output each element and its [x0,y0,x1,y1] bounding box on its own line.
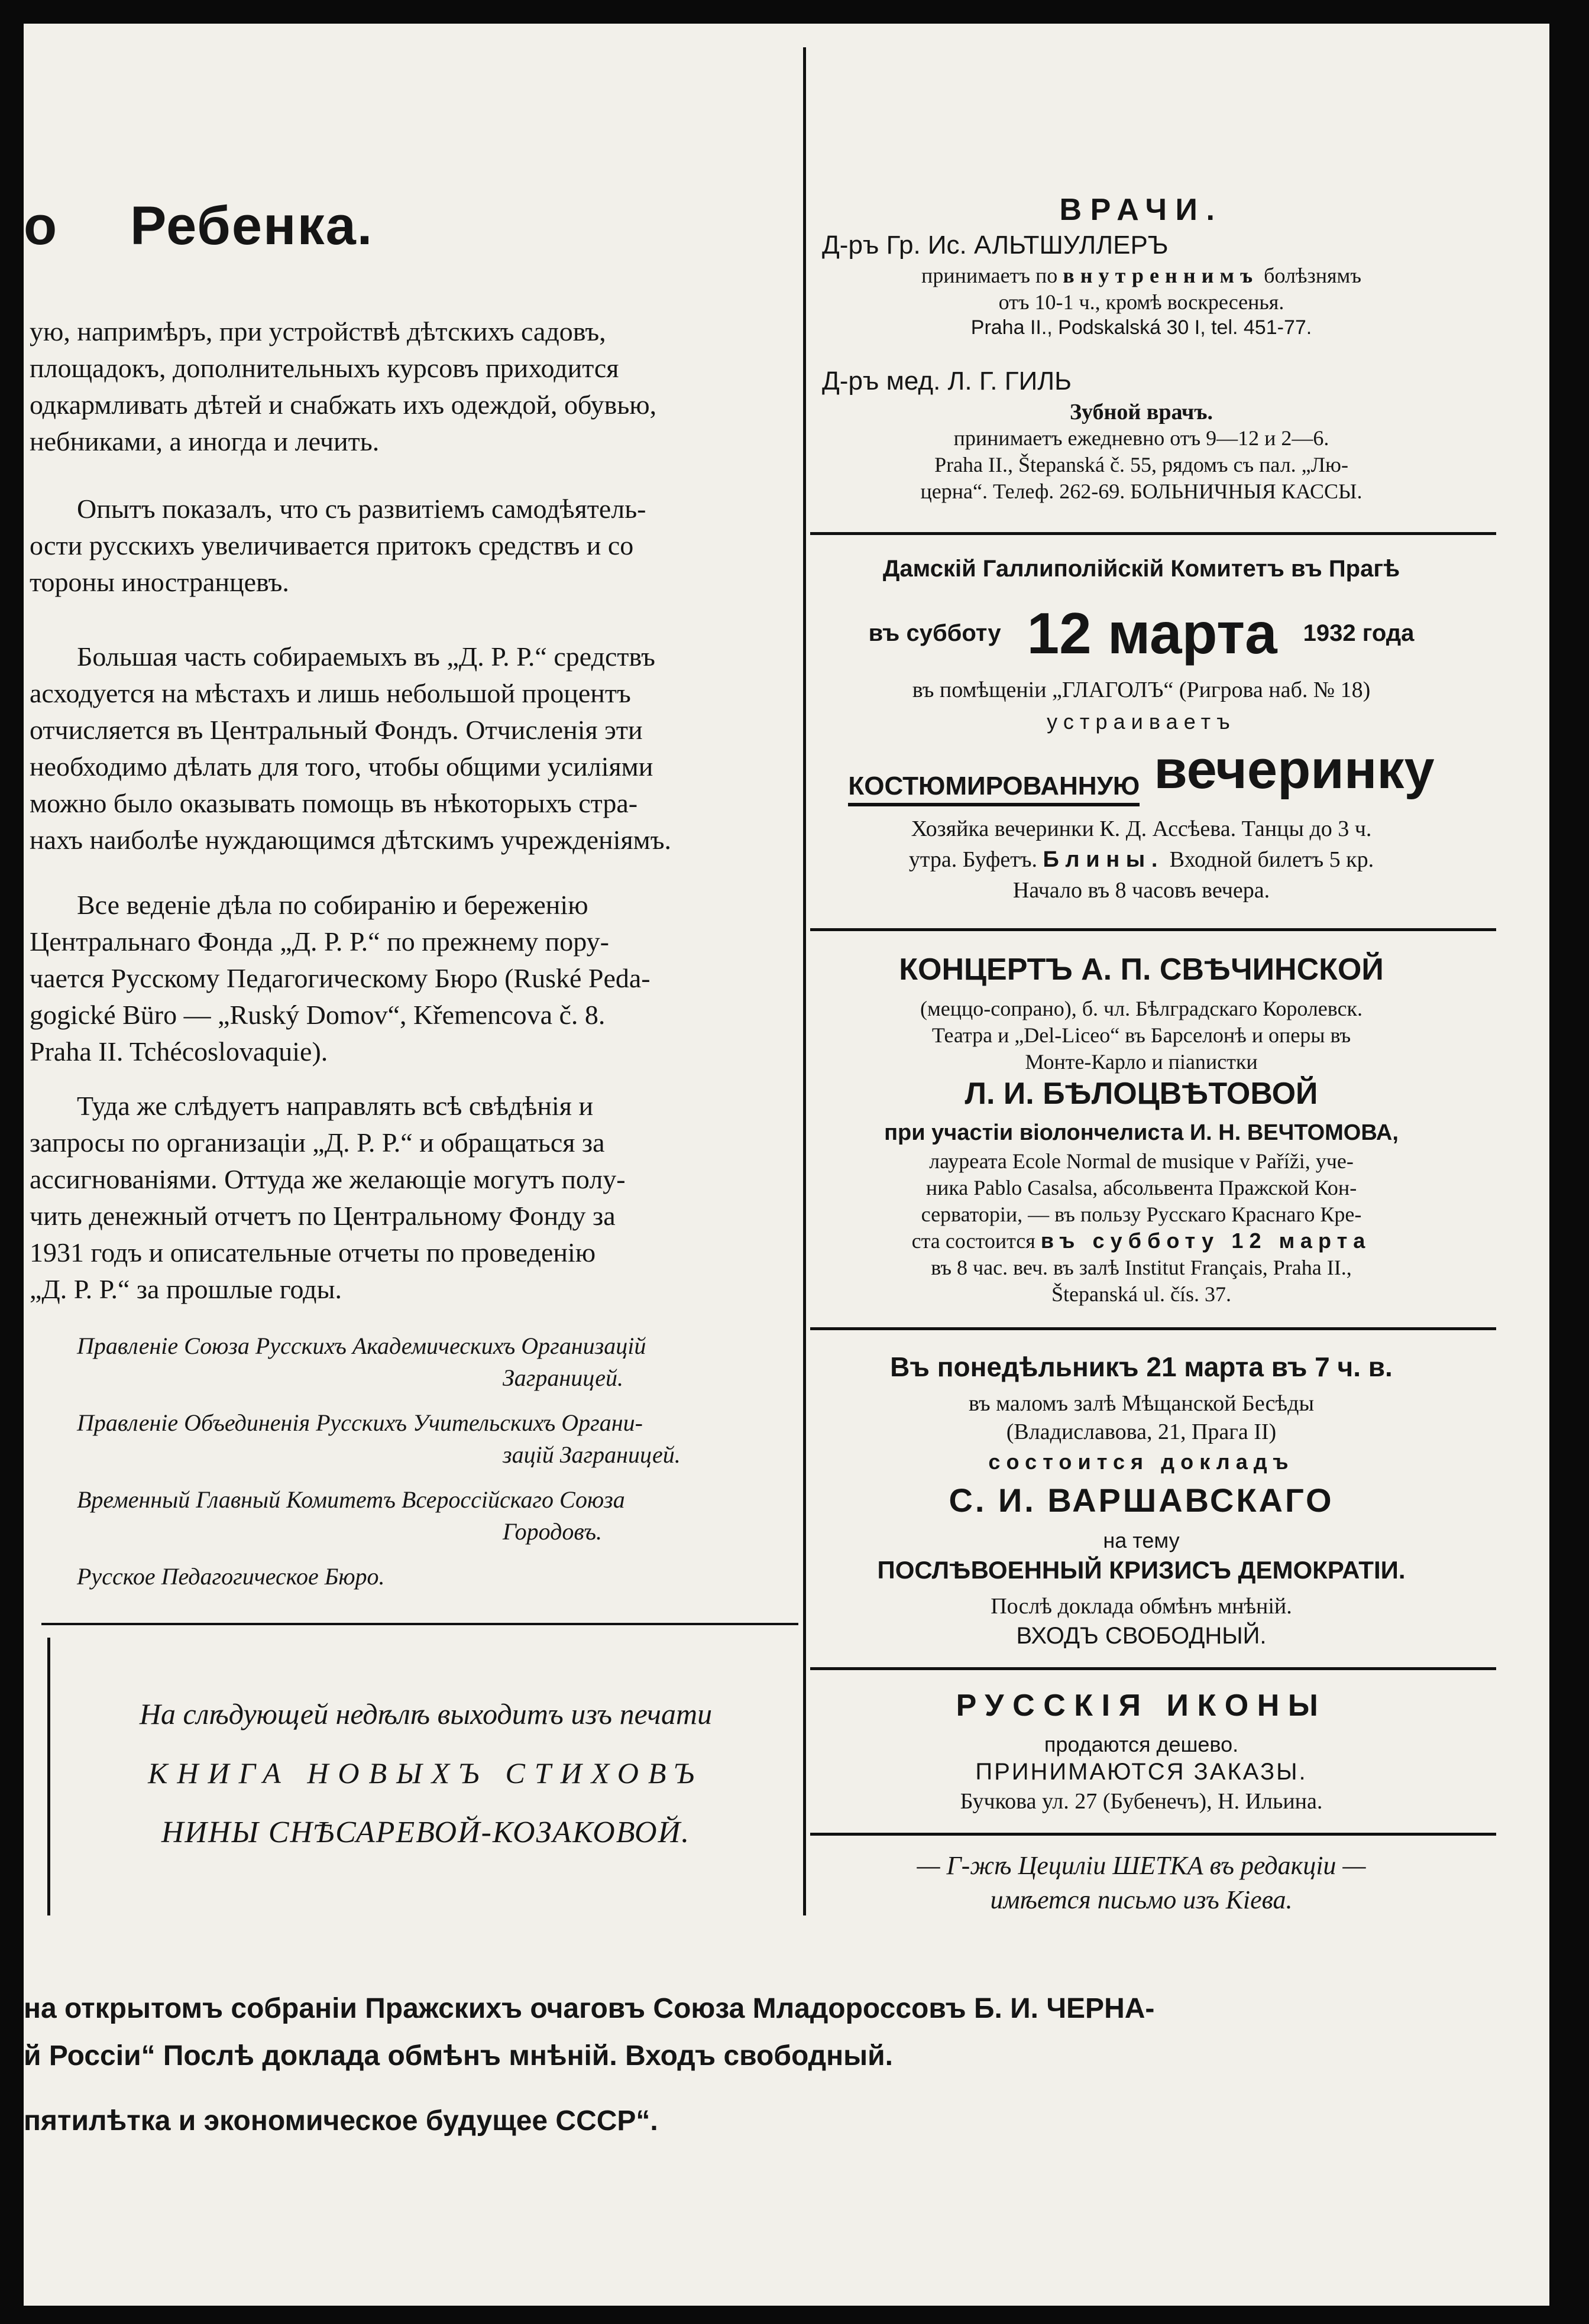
concert-pianist: Л. И. БѢЛОЦВѢТОВОЙ [965,1077,1318,1111]
bottom-line-3: пятилѣтка и экономическое будущее СССР“. [24,2105,658,2137]
page-left-edge [0,24,15,2306]
doctors-title: ВРАЧИ. [1059,193,1224,227]
lecture-topic: ПОСЛѢВОЕННЫЙ КРИЗИСЪ ДЕМОКРАТІИ. [877,1556,1406,1584]
signature-4: Русское Педагогическое Бюро. [77,1563,385,1590]
party-start-time: Начало въ 8 часовъ вечера. [1012,878,1270,903]
party-organizer: Дамскій Галлиполійскій Комитетъ въ Прагѣ [882,556,1400,582]
paragraph-1: ую, напримѣръ, при устройствѣ дѣтскихъ садовъ, площадокъ, дополнительныхъ курсовъ приходится одкармливать дѣтей и снабжать ихъ одеждой, обувью, небниками, а иногда и лечить. [30,316,657,456]
article-heading: Ребенка. [130,196,374,256]
lecture-date: Въ понедѣльникъ 21 марта въ 7 ч. в. [890,1351,1393,1382]
bottom-line-2: й Россіи“ Послѣ доклада обмѣнъ мнѣній. Входъ свободный. [24,2040,893,2072]
icons-address: Бучкова ул. 27 (Бубенечъ), Н. Ильина. [960,1789,1323,1814]
book-line-2: КНИГА НОВЫХЪ СТИХОВЪ [148,1756,704,1790]
concert-line-3: Театра и „Del-Liceo“ въ Барселонѣ и оперы въ [931,1023,1351,1047]
doctor-1-hours: принимаетъ по внутреннимъ болѣзнямъ [921,264,1361,287]
paragraph-2: Опытъ показалъ, что съ развитіемъ самодѣятель- ости русскихъ увеличивается притокъ средствъ и со тороны иностранцевъ. [30,494,646,597]
signature-3: Временный Главный Комитетъ Всероссійскаго Союза Городовъ. [77,1486,625,1545]
rule-after-party [810,928,1496,931]
signature-2: Правленіе Объединенія Русскихъ Учительскихъ Органи- зацій Заграницей. [77,1409,681,1468]
lecture-speaker: С. И. ВАРШАВСКАГО [949,1482,1334,1519]
book-line-1: На слѣдующей недѣлѣ выходитъ изъ печати [139,1697,713,1730]
concert-date-line: ста состоится въ субботу 12 марта [911,1229,1371,1253]
concert-line-9: серваторіи, — въ пользу Русскаго Краснаго Кре- [921,1202,1362,1226]
heading-prefix: о [24,196,57,256]
paragraph-4: Все веденіе дѣла по собиранію и береженію Центральнаго Фонда „Д. Р. Р.“ по прежнему пору- чается Русскому Педагогическому Бюро (Ruské Peda- gogické Büro — „Ruský Domov“, Křemencova č. 8. Praha II. Tchécoslovaquie). [30,890,651,1067]
party-buffet: утра. Буфетъ. Блины. Входной билетъ 5 кр. [908,847,1374,872]
book-announcement-box [47,1638,801,1915]
doctor-2-specialty: Зубной врачъ. [1069,400,1213,424]
doctor-1-days: отъ 10-1 ч., кромѣ воскресенья. [998,290,1284,314]
concert-line-2: (меццо-сопрано), б. чл. Бѣлградскаго Королевск. [920,997,1363,1020]
notice-line-2: имѣется письмо изъ Кіева. [990,1885,1293,1914]
lecture-on-topic: на тему [1103,1528,1180,1552]
doctor-2-hours: принимаетъ ежедневно отъ 9—12 и 2—6. [953,426,1329,450]
concert-title: КОНЦЕРТЪ А. П. СВѢЧИНСКОЙ [899,952,1384,987]
doctor-2-phone: церна“. Телеф. 262-69. БОЛЬНИЧНЫЯ КАССЫ. [920,479,1363,503]
rule-after-lecture [810,1667,1496,1670]
concert-venue: въ 8 час. веч. въ залѣ Institut Français, Praha II., [931,1256,1352,1279]
bottom-line-1: на открытомъ собраніи Пражскихъ очаговъ Союза Младороссовъ Б. И. ЧЕРНА- [24,1993,1155,2024]
notice-line-1: — Г-жѣ Цециліи ШЕТКА въ редакціи — [917,1851,1366,1880]
concert-address: Štepanská ul. čís. 37. [1051,1282,1231,1306]
doctor-1-name: Д-ръ Гр. Ис. АЛЬТШУЛЛЕРЪ [822,231,1169,260]
lecture-admission: ВХОДЪ СВОБОДНЫЙ. [1016,1623,1267,1649]
icons-orders: ПРИНИМАЮТСЯ ЗАКАЗЫ. [975,1759,1308,1785]
concert-line-8: ника Pablo Casalsa, абсольвента Пражской Кон- [925,1176,1357,1200]
box-top-rule [41,1623,798,1625]
paragraph-5: Туда же слѣдуетъ направлять всѣ свѣдѣнія и запросы по организаціи „Д. Р. Р.“ и обращаться за ассигнованіями. Оттуда же желающіе могутъ полу- чить денежный отчетъ по Центральному Фонду за 1931 годъ и описательные отчеты по проведенію „Д. Р. Р.“ за прошлые годы. [30,1091,626,1304]
party-date-line: въ субботу 12 марта 1932 года [868,601,1415,666]
lecture-hall: въ маломъ залѣ Мѣщанской Бесѣды [969,1391,1314,1416]
icons-title: РУССКІЯ ИКОНЫ [956,1688,1327,1723]
icons-cheap: продаются дешево. [1044,1732,1239,1756]
rule-after-concert [810,1327,1496,1330]
party-title-line: КОСТЮМИРОВАННУЮ вечеринку [798,739,1484,804]
lecture-discussion: Послѣ доклада обмѣнъ мнѣній. [991,1594,1292,1619]
concert-cellist: при участіи віолончелиста И. Н. ВЕЧТОМОВА, [884,1120,1399,1145]
doctor-2-name: Д-ръ мед. Л. Г. ГИЛЬ [822,367,1072,396]
lecture-announce: состоится докладъ [988,1450,1294,1474]
party-arranges: устраиваетъ [1047,709,1236,734]
paragraph-3: Большая часть собираемыхъ въ „Д. Р. Р.“ средствъ асходуется на мѣстахъ и лишь небольшой процентъ отчисляется въ Центральный Фондъ. Отчисленія эти необходимо дѣлать для того, чтобы общими усиліями можно было оказывать помощь въ нѣкоторыхъ стра- нахъ наиболѣе нуждающимся дѣтскимъ учрежденіямъ. [30,641,671,855]
concert-line-7: лауреата Ecole Normal de musique v Paříži, уче- [929,1149,1354,1173]
doctor-2-address: Praha II., Štepanská č. 55, рядомъ съ пал. „Лю- [934,453,1348,477]
rule-after-doctors [810,532,1496,535]
doctor-1-address: Praha II., Podskalská 30 I, tel. 451-77. [970,316,1312,339]
party-venue: въ помѣщеніи „ГЛАГОЛЪ“ (Ригрова наб. № 18) [912,678,1371,702]
newspaper-page [24,24,1549,2306]
concert-line-4: Монте-Карло и пianистки [1025,1050,1258,1074]
lecture-address: (Владиславова, 21, Прага II) [1006,1419,1277,1444]
signature-1: Правленіе Союза Русскихъ Академическихъ Организацій Заграницей. [77,1333,646,1391]
book-line-3: НИНЫ СНѢСАРЕВОЙ-КОЗАКОВОЙ. [161,1816,691,1849]
party-hostess: Хозяйка вечеринки К. Д. Ассѣева. Танцы до 3 ч. [911,816,1372,841]
rule-after-icons [810,1833,1496,1836]
